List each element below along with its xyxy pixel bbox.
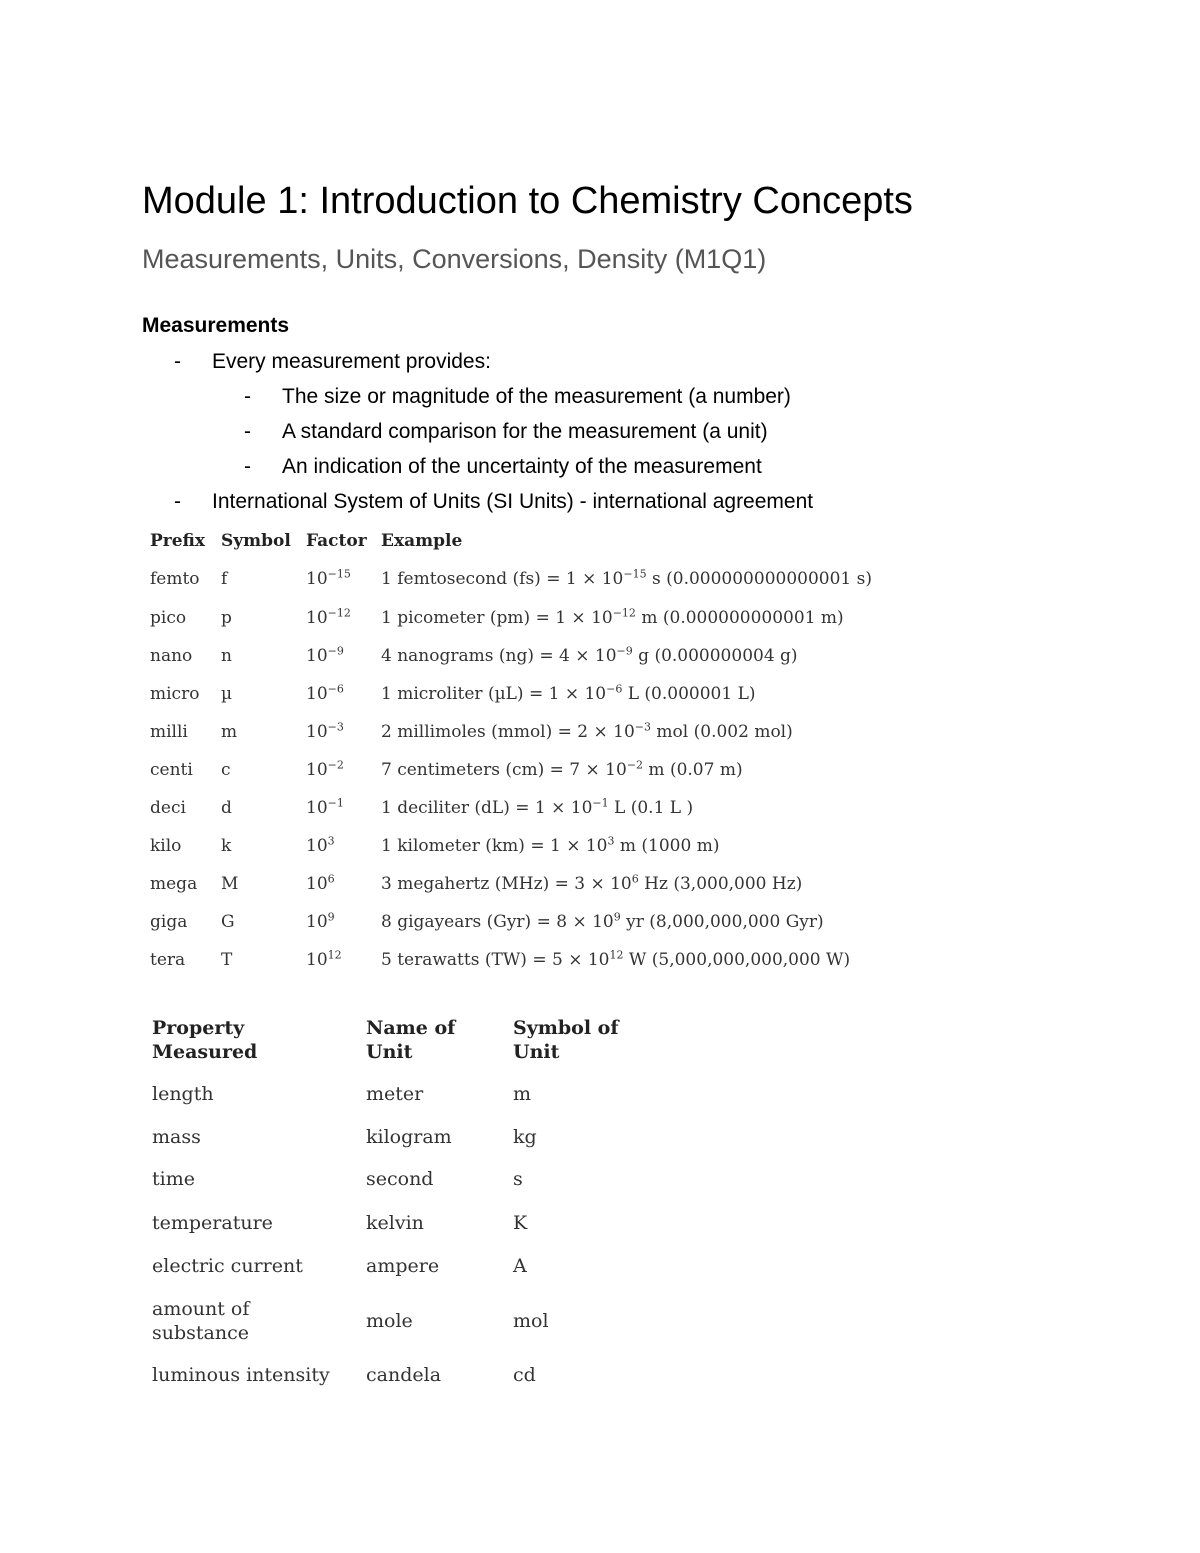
symbol-cell: k xyxy=(221,836,232,856)
example-lead: 1 femtosecond (fs) = 1 × 10 xyxy=(381,569,624,589)
bullet-text: An indication of the uncertainty of the measurement xyxy=(282,455,762,478)
page-subtitle: Measurements, Units, Conversions, Density (M1Q1) xyxy=(142,244,767,274)
bullet-dash: - xyxy=(244,385,251,408)
example-exponent: −3 xyxy=(634,720,652,734)
example-tail: m (1000 m) xyxy=(614,836,720,856)
example-exponent: 9 xyxy=(613,910,621,924)
unit-symbol-cell: A xyxy=(513,1255,527,1277)
bullet-text: A standard comparison for the measurement (a unit) xyxy=(282,420,768,443)
property-cell: length xyxy=(152,1083,214,1105)
symbol-cell: G xyxy=(221,912,235,932)
example-exponent: 6 xyxy=(631,872,639,886)
unit-symbol-cell: kg xyxy=(513,1126,537,1148)
header-unit-symbol: Symbol of Unit xyxy=(513,1017,619,1063)
property-cell: luminous intensity xyxy=(152,1364,330,1386)
bullet-dash: - xyxy=(244,455,251,478)
factor-exponent: 9 xyxy=(327,910,335,924)
bullet-text: The size or magnitude of the measurement (a number) xyxy=(282,385,791,408)
example-tail: yr (8,000,000,000 Gyr) xyxy=(620,912,824,932)
factor-exponent: −3 xyxy=(327,720,344,734)
section-heading: Measurements xyxy=(142,314,290,337)
example-tail: mol (0.002 mol) xyxy=(651,722,793,742)
example-cell xyxy=(381,912,824,932)
symbol-cell: n xyxy=(221,646,232,666)
example-tail: L (0.1 L ) xyxy=(608,798,694,818)
unit-name-cell: ampere xyxy=(366,1255,440,1277)
example-exponent: −1 xyxy=(592,796,609,810)
example-exponent: 3 xyxy=(607,834,615,848)
unit-symbol-cell: cd xyxy=(513,1364,536,1386)
property-cell: electric current xyxy=(152,1255,303,1277)
prefix-cell: kilo xyxy=(150,836,182,856)
example-lead: 1 microliter (µL) = 1 × 10 xyxy=(381,684,607,704)
example-lead: 1 kilometer (km) = 1 × 10 xyxy=(381,836,608,856)
factor-exponent: −2 xyxy=(327,758,344,772)
unit-symbol-cell: m xyxy=(513,1083,532,1105)
bullet-dash: - xyxy=(174,490,181,513)
factor-cell xyxy=(306,912,335,932)
symbol-cell: T xyxy=(221,950,233,970)
property-cell: time xyxy=(152,1168,195,1190)
header-property: Property Measured xyxy=(152,1017,258,1063)
factor-cell xyxy=(306,760,344,780)
example-lead: 2 millimoles (mmol) = 2 × 10 xyxy=(381,722,635,742)
example-cell xyxy=(381,836,719,856)
header-symbol: Symbol xyxy=(221,531,291,551)
factor-exponent: 6 xyxy=(327,872,335,886)
example-cell xyxy=(381,798,693,818)
symbol-cell: M xyxy=(221,874,239,894)
factor-cell xyxy=(306,608,351,628)
unit-name-cell: kilogram xyxy=(366,1126,452,1148)
example-cell xyxy=(381,722,793,742)
unit-name-cell: mole xyxy=(366,1310,413,1332)
factor-cell xyxy=(306,950,342,970)
symbol-cell: m xyxy=(221,722,238,742)
symbol-cell: f xyxy=(221,569,228,589)
header-example: Example xyxy=(381,531,463,551)
property-cell: temperature xyxy=(152,1212,273,1234)
bullet-dash: - xyxy=(244,420,251,443)
factor-exponent: 3 xyxy=(327,834,335,848)
example-exponent: 12 xyxy=(609,948,624,962)
property-cell: amount of substance xyxy=(152,1298,250,1344)
factor-base: 10 xyxy=(306,912,328,932)
prefix-cell: femto xyxy=(150,569,200,589)
example-tail: g (0.000000004 g) xyxy=(632,646,798,666)
example-tail: W (5,000,000,000,000 W) xyxy=(623,950,851,970)
symbol-cell: c xyxy=(221,760,231,780)
example-exponent: −6 xyxy=(606,682,623,696)
example-lead: 4 nanograms (ng) = 4 × 10 xyxy=(381,646,617,666)
example-lead: 8 gigayears (Gyr) = 8 × 10 xyxy=(381,912,614,932)
factor-cell xyxy=(306,836,335,856)
factor-base: 10 xyxy=(306,569,328,589)
example-tail: L (0.000001 L) xyxy=(622,684,756,704)
unit-name-cell: candela xyxy=(366,1364,442,1386)
factor-exponent: −12 xyxy=(327,606,351,620)
factor-base: 10 xyxy=(306,608,328,628)
symbol-cell: µ xyxy=(221,684,233,704)
example-tail: s (0.000000000000001 s) xyxy=(646,569,872,589)
example-tail: m (0.000000000001 m) xyxy=(635,608,844,628)
unit-name-cell: meter xyxy=(366,1083,424,1105)
unit-symbol-cell: mol xyxy=(513,1310,549,1332)
factor-cell xyxy=(306,874,335,894)
example-exponent: −2 xyxy=(626,758,644,772)
example-cell xyxy=(381,874,802,894)
example-cell xyxy=(381,608,844,628)
factor-base: 10 xyxy=(306,950,328,970)
example-exponent: −15 xyxy=(623,567,647,581)
factor-cell xyxy=(306,798,344,818)
prefix-cell: deci xyxy=(150,798,186,818)
factor-base: 10 xyxy=(306,798,328,818)
property-cell: mass xyxy=(152,1126,201,1148)
symbol-cell: p xyxy=(221,608,232,628)
example-cell xyxy=(381,684,756,704)
bullet-text: Every measurement provides: xyxy=(212,350,491,373)
factor-base: 10 xyxy=(306,722,328,742)
header-unit-name: Name of Unit xyxy=(366,1017,456,1063)
factor-base: 10 xyxy=(306,874,328,894)
example-cell xyxy=(381,760,743,780)
factor-base: 10 xyxy=(306,646,328,666)
unit-symbol-cell: K xyxy=(513,1212,528,1234)
prefix-cell: pico xyxy=(150,608,187,628)
factor-cell xyxy=(306,569,351,589)
prefix-cell: mega xyxy=(150,874,198,894)
prefix-cell: milli xyxy=(150,722,188,742)
example-tail: m (0.07 m) xyxy=(643,760,743,780)
example-tail: Hz (3,000,000 Hz) xyxy=(638,874,803,894)
example-lead: 5 terawatts (TW) = 5 × 10 xyxy=(381,950,610,970)
factor-cell xyxy=(306,684,344,704)
example-lead: 1 deciliter (dL) = 1 × 10 xyxy=(381,798,593,818)
prefix-cell: micro xyxy=(150,684,200,704)
factor-exponent: −9 xyxy=(327,644,344,658)
example-lead: 1 picometer (pm) = 1 × 10 xyxy=(381,608,613,628)
factor-base: 10 xyxy=(306,684,328,704)
example-cell xyxy=(381,950,850,970)
prefix-cell: centi xyxy=(150,760,193,780)
prefix-cell: giga xyxy=(150,912,188,932)
example-exponent: −9 xyxy=(616,644,633,658)
factor-cell xyxy=(306,722,344,742)
bullet-text: International System of Units (SI Units) - international agreement xyxy=(212,490,814,513)
example-exponent: −12 xyxy=(612,606,636,620)
example-lead: 3 megahertz (MHz) = 3 × 10 xyxy=(381,874,632,894)
factor-exponent: −15 xyxy=(327,567,351,581)
header-prefix: Prefix xyxy=(150,531,206,551)
factor-exponent: −1 xyxy=(327,796,344,810)
example-cell xyxy=(381,569,872,589)
example-lead: 7 centimeters (cm) = 7 × 10 xyxy=(381,760,627,780)
bullet-dash: - xyxy=(174,350,181,373)
example-cell xyxy=(381,646,798,666)
factor-base: 10 xyxy=(306,760,328,780)
factor-base: 10 xyxy=(306,836,328,856)
prefix-cell: nano xyxy=(150,646,193,666)
header-factor: Factor xyxy=(306,531,367,551)
unit-name-cell: kelvin xyxy=(366,1212,424,1234)
symbol-cell: d xyxy=(221,798,232,818)
factor-cell xyxy=(306,646,344,666)
factor-exponent: 12 xyxy=(327,948,342,962)
prefix-cell: tera xyxy=(150,950,186,970)
factor-exponent: −6 xyxy=(327,682,344,696)
unit-symbol-cell: s xyxy=(513,1168,523,1190)
unit-name-cell: second xyxy=(366,1168,434,1190)
page-title: Module 1: Introduction to Chemistry Concepts xyxy=(142,180,913,222)
